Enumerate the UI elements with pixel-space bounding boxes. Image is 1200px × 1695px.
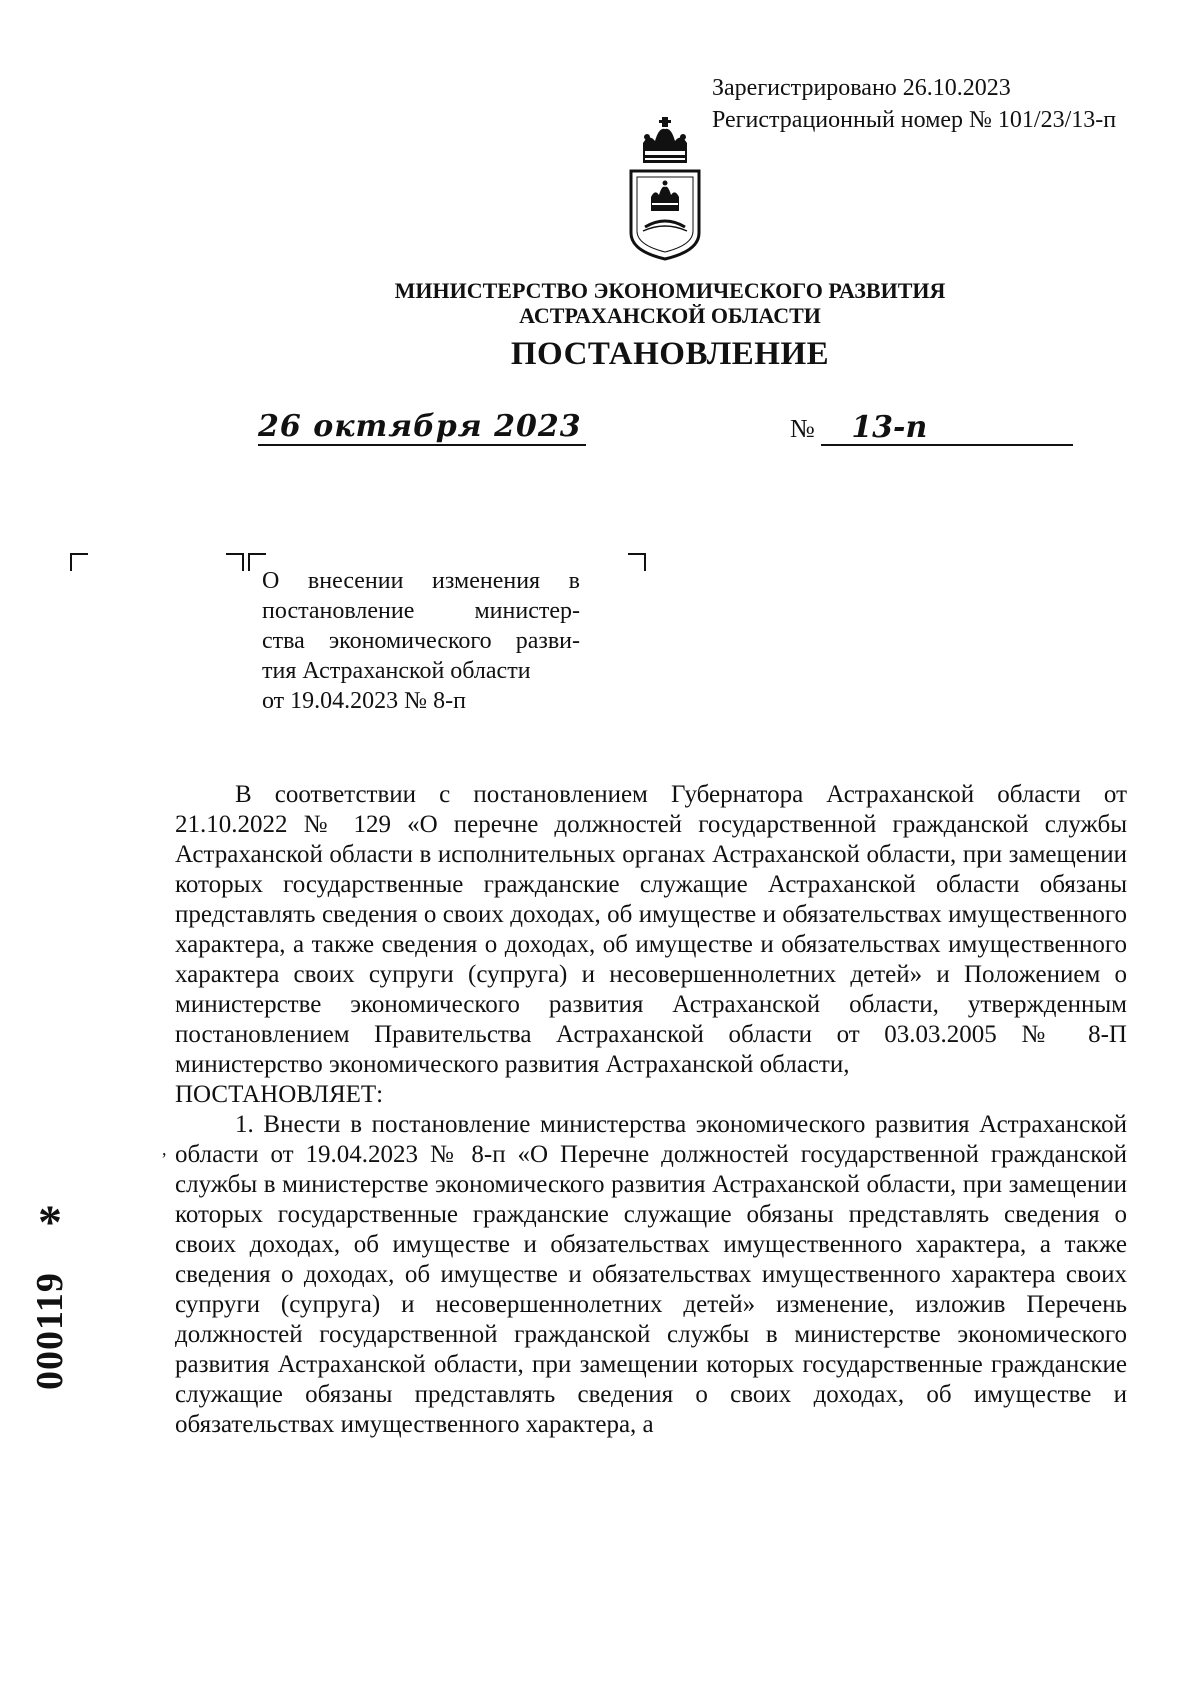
item-1-paragraph: 1. Внести в постановление министерства экономического развития Астраханской области от 19.04.2023 № 8-п «О Перечне должностей государственной гражданской службы в министерстве экономического развития Астраханской области, при замещении которых государственные гражданские служащие обязаны представлять сведения о своих доходах, об имуществе и обязательствах имущественного характера, а также сведения о доходах, об имуществе и обязательствах имущественного характера своих супруги (супруга) и несовершеннолетних детей» изменение, изложив Перечень должностей государственной гражданской службы в министерстве экономического развития Астраханской области, при замещении которых государственные гражданские служащие обязаны представлять сведения о своих доходах, об имуществе и обязательствах имущественного характера, а — [175, 1111, 1127, 1438]
document-body — [175, 780, 1127, 1440]
ministry-name-line1: МИНИСТЕРСТВО ЭКОНОМИЧЕСКОГО РАЗВИТИЯ — [394, 278, 946, 303]
document-number — [790, 412, 1073, 446]
decree-word: ПОСТАНОВЛЯЕТ: — [175, 1081, 384, 1108]
registration-number: Регистрационный номер № 101/23/13-п — [712, 107, 1117, 133]
subject-line: ства экономического разви- — [262, 628, 580, 654]
registration-date: Зарегистрировано 26.10.2023 — [712, 75, 1011, 101]
document-type-title: ПОСТАНОВЛЕНИЕ — [510, 336, 830, 372]
subject-bracket-right — [628, 553, 646, 571]
ministry-name-line2: АСТРАХАНСКОЙ ОБЛАСТИ — [519, 303, 821, 328]
number-sign: № — [790, 414, 815, 443]
margin-star: * — [38, 1196, 62, 1249]
bracket-corner-left — [70, 553, 88, 571]
margin-tick: , — [162, 1139, 167, 1159]
ministry-name — [300, 278, 1040, 328]
preamble-paragraph: В соответствии с постановлением Губернатора Астраханской области от 21.10.2022 № 129 «О перечне должностей государственной гражданской службы Астраханской области в исполнительных органах Астраханской области, при замещении которых государственные гражданские служащие Астраханской области обязаны представлять сведения о своих доходах, об имуществе и обязательствах имущественного характера, а также сведения о доходах, об имуществе и обязательствах имущественного характера своих супруги (супруга) и несовершеннолетних детей» и Положением о министерстве экономического развития Астраханской области, утвержденным постановлением Правительства Астраханской области от 03.03.2005 № 8-П министерство экономического развития Астраханской области, — [175, 781, 1127, 1078]
margin-serial-number: 000119 — [29, 1272, 71, 1390]
registration-stamp — [712, 72, 1116, 136]
subject-line: постановление министер- — [262, 598, 580, 624]
subject-line: от 19.04.2023 № 8-п — [262, 688, 466, 714]
handwritten-number: 13-п — [821, 412, 1073, 446]
handwritten-date: 26 октября 2023 — [258, 410, 586, 446]
bracket-corner-right — [226, 553, 244, 571]
coat-of-arms-emblem — [625, 115, 705, 261]
document-subject — [262, 566, 580, 716]
subject-line: тия Астраханской области — [262, 658, 531, 684]
subject-line: О внесении изменения в — [262, 568, 580, 594]
